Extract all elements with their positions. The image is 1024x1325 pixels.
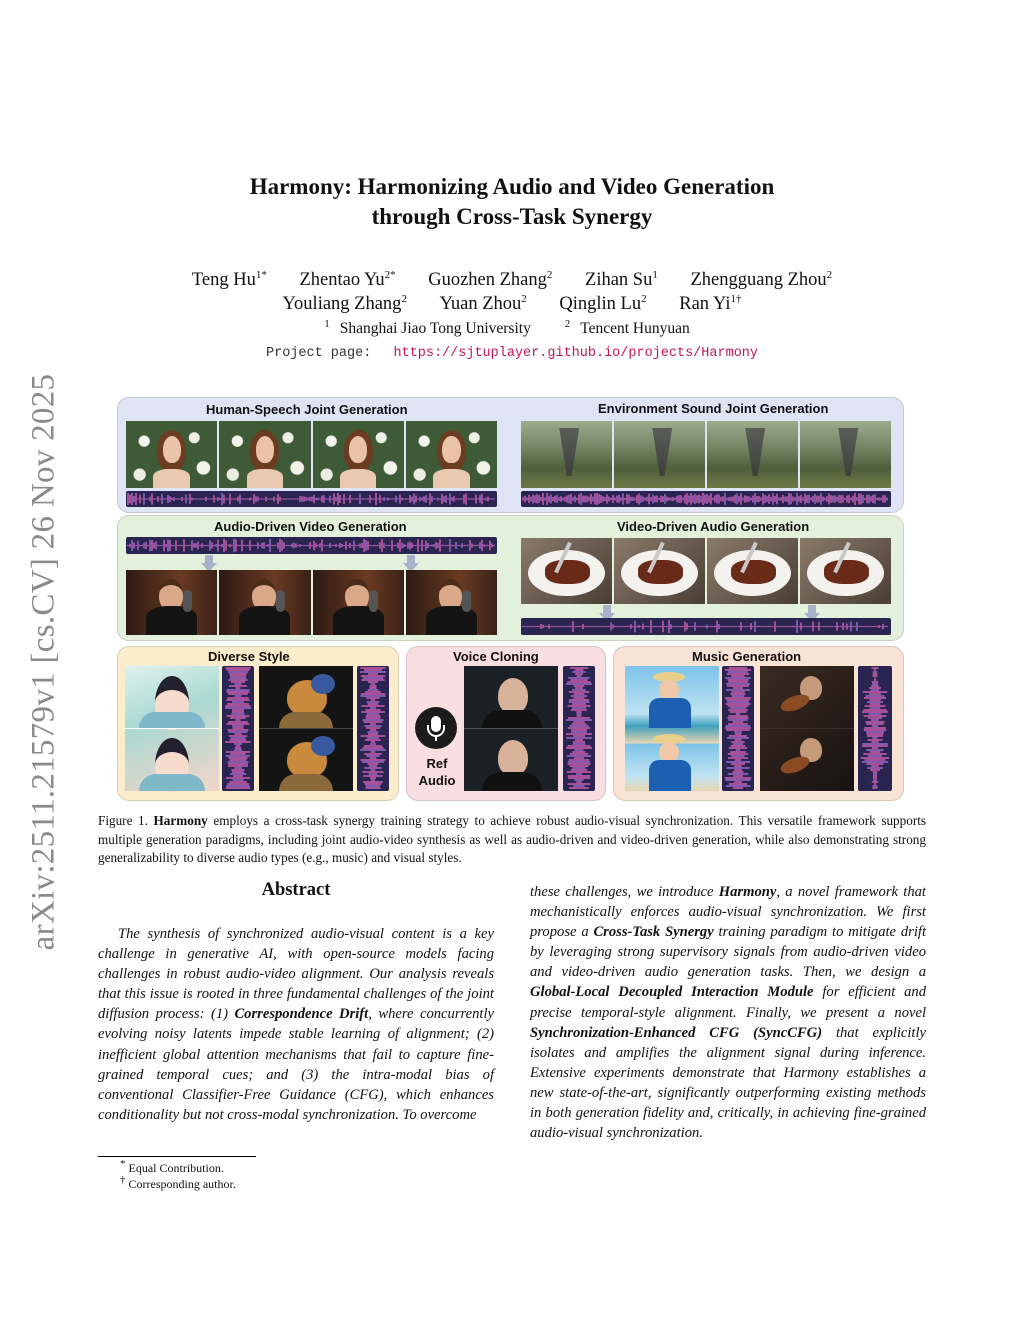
ref-audio-label-line-2: Audio	[418, 773, 456, 788]
title-line-1: Harmony: Harmonizing Audio and Video Generation	[249, 174, 775, 199]
ukulele-beach-frames	[625, 666, 719, 791]
ref-audio-label-line-1: Ref	[426, 756, 448, 771]
keyword-global-local-module: Global-Local Decoupled Interaction Module	[530, 984, 814, 1001]
video-frame	[614, 421, 705, 488]
video-frame	[800, 421, 891, 488]
panel-title-music: Music Generation	[692, 649, 802, 664]
caption-label: Figure 1.	[98, 813, 148, 828]
cat-painting-frames	[259, 666, 353, 791]
keyword-harmony: Harmony	[718, 884, 777, 900]
audio-driven-video-strip	[126, 570, 497, 635]
abstract-left-column: The synthesis of synchronized audio-visual content is a key challenge in generative AI, with open-source models facing challenges in robust audio-video alignment. Our analysis reveals that this issue is rooted in three fundamental challenges of the joint diffusion process: (1) Correspondence Drift, where concurrently evolving noisy latents impede stable learning of alignment; (2) inefficient global attention mechanisms that fail to capture fine-grained temporal cues; and (3) the intra-modal bias of conventional Classifier-Free Guidance (CFG), which enhances conditionality but not cross-modal synchronization. To overcome	[98, 926, 494, 1123]
generated-audio-waveform	[521, 618, 891, 635]
author: Ran $Yi^{1\dagger}$	[679, 292, 742, 314]
panel-title-human-speech: Human-Speech Joint Generation	[206, 402, 408, 417]
anime-style-frames	[125, 666, 219, 791]
abstract-heading: Abstract	[261, 880, 331, 900]
paper-title	[0, 172, 1024, 232]
env-sound-waveform	[521, 491, 891, 507]
video-frame	[219, 421, 310, 488]
cloned-voice-waveform	[563, 666, 595, 791]
video-frame	[406, 421, 497, 488]
style-waveform	[357, 666, 389, 791]
video-driven-input-strip	[521, 538, 891, 604]
video-frame	[707, 538, 798, 604]
affiliation: $^1$ Shanghai Jiao Tong University	[324, 317, 531, 337]
keyword-synccfg: Synchronization-Enhanced CFG (SyncCFG)	[530, 1024, 823, 1041]
panel-title-video-driven: Video-Driven Audio Generation	[617, 519, 810, 534]
violin-player-frames	[760, 666, 854, 791]
project-page-link[interactable]: https://sjtuplayer.github.io/projects/Harmony	[393, 346, 758, 361]
env-sound-video-strip	[521, 421, 891, 488]
keyword-cross-task-synergy: Cross-Task Synergy	[593, 924, 714, 941]
caption-bold: Harmony	[153, 813, 208, 828]
author: Teng $Hu^{1*}$	[191, 268, 267, 290]
keyword-correspondence-drift: Correspondence Drift	[234, 1006, 369, 1023]
affiliations	[0, 317, 1024, 338]
author: Qinglin Lu$^2$	[559, 292, 647, 314]
video-frame	[126, 570, 217, 635]
human-speech-video-strip	[126, 421, 497, 488]
figure-caption	[98, 812, 926, 868]
video-frame	[800, 538, 891, 604]
project-page-label: Project page:	[266, 346, 372, 361]
panel-title-voice-cloning: Voice Cloning	[453, 649, 539, 664]
author: Zhentao $Yu^{2*}$	[299, 268, 396, 290]
author: Zihan Su$^1$	[585, 268, 658, 290]
abstract-right-column: these challenges, we introduce Harmony, a novel framework that mechanistically enforces audio-visual synchronization. We first propose a Cross-Task Synergy training paradigm to mitigate drift by leveraging strong supervisory signals from audio-driven video and video-driven audio generation tasks. Then, we design a Global-Local Decoupled Interaction Module for efficient and precise temporal-style alignment. Finally, we present a novel Synchronization-Enhanced CFG (SyncCFG) that explicitly isolates and amplifies the alignment signal during inference. Extensive experiments demonstrate that Harmony establishes a new state-of-the-art, significantly outperforming existing methods in both generation fidelity and, critically, in achieving fine-grained audio-visual synchronization.	[530, 884, 926, 1142]
microphone-icon	[415, 707, 457, 749]
footnote-corresponding-author: † Corresponding author.	[120, 1174, 236, 1191]
author: Guozhen Zhang$^2$	[428, 268, 553, 290]
arxiv-identifier-stamp: arXiv:2511.21579v1 [cs.CV] 26 Nov 2025	[25, 373, 62, 951]
video-frame	[521, 421, 612, 488]
video-frame	[126, 421, 217, 488]
title-line-2: through Cross-Task Synergy	[371, 204, 653, 229]
project-page-line	[0, 346, 1024, 361]
video-frame	[313, 570, 404, 635]
authors-row-2	[0, 294, 1024, 315]
author: Zhengguang Zhou$^2$	[690, 268, 833, 290]
caption-text: employs a cross-task synergy training strategy to achieve robust audio-visual synchronization. This versatile framework supports multiple generation paradigms, including joint audio-video synthesis as well as audio-driven and video-driven generation, while also demonstrating strong generalizability to diverse audio types (e.g., music) and visual styles.	[98, 813, 927, 865]
author: Youliang Zhang$^2$	[282, 292, 407, 314]
voice-cloning-frames	[464, 666, 558, 791]
video-frame	[614, 538, 705, 604]
video-frame	[707, 421, 798, 488]
panel-title-audio-driven: Audio-Driven Video Generation	[214, 519, 407, 534]
footnote-rule	[98, 1156, 256, 1157]
music-waveform	[722, 666, 754, 791]
video-frame	[313, 421, 404, 488]
author: Yuan Zhou$^2$	[439, 292, 527, 314]
footnote-equal-contribution: * Equal Contribution.	[120, 1158, 224, 1175]
panel-title-diverse-style: Diverse Style	[208, 649, 290, 664]
affiliation: $^2$ Tencent Hunyuan	[564, 317, 690, 337]
input-audio-waveform	[126, 537, 497, 554]
music-waveform	[858, 666, 892, 791]
style-waveform	[222, 666, 254, 791]
video-frame	[219, 570, 310, 635]
video-frame	[406, 570, 497, 635]
video-frame	[521, 538, 612, 604]
panel-title-env-sound: Environment Sound Joint Generation	[598, 401, 829, 416]
authors-row-1	[0, 270, 1024, 291]
speech-waveform	[126, 491, 497, 507]
